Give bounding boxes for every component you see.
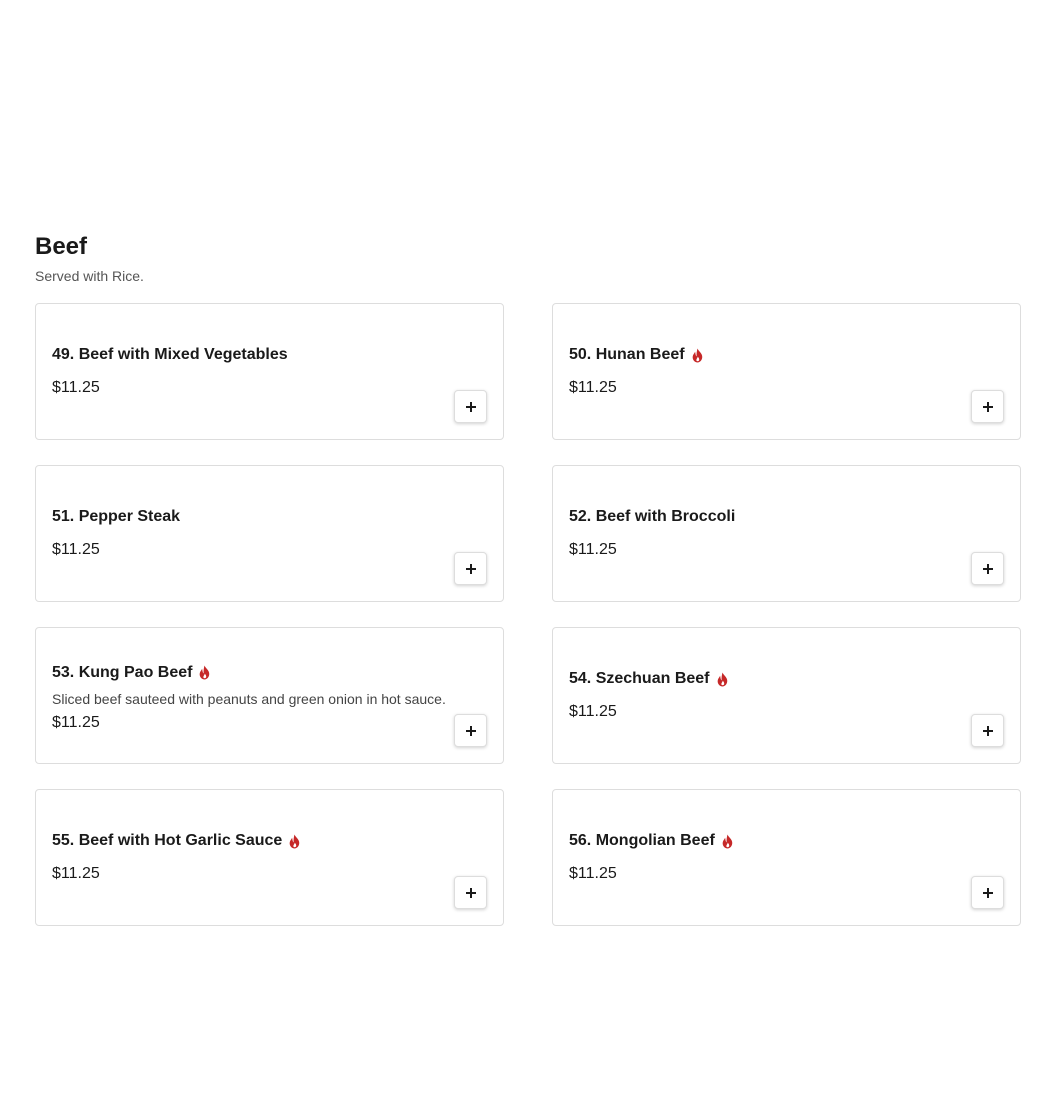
menu-item-card[interactable] [552, 789, 1021, 926]
menu-item-card[interactable] [35, 789, 504, 926]
menu-item-name-row [52, 662, 487, 684]
menu-item-name: 52. Beef with Broccoli [569, 508, 736, 525]
flame-icon [691, 348, 704, 363]
menu-item-name-row [52, 506, 487, 528]
menu-item-price: $11.25 [569, 865, 617, 882]
flame-icon [721, 834, 734, 849]
menu-item-price: $11.25 [569, 541, 617, 558]
add-item-button[interactable] [454, 390, 487, 423]
plus-icon [466, 888, 476, 898]
menu-item-card[interactable] [35, 465, 504, 602]
section-subtitle: Served with Rice. [35, 268, 144, 284]
menu-item-card[interactable] [35, 627, 504, 764]
add-item-button[interactable] [971, 714, 1004, 747]
add-item-button[interactable] [971, 552, 1004, 585]
menu-item-name-row [569, 506, 1004, 528]
menu-item-name: 55. Beef with Hot Garlic Sauce [52, 832, 283, 849]
add-item-button[interactable] [971, 390, 1004, 423]
add-item-button[interactable] [454, 552, 487, 585]
menu-item-name: 56. Mongolian Beef [569, 832, 715, 849]
menu-item-price: $11.25 [52, 713, 100, 731]
menu-item-card[interactable] [552, 627, 1021, 764]
menu-section-beef [35, 232, 1021, 882]
plus-icon [466, 726, 476, 736]
menu-item-name-row [569, 668, 1004, 690]
flame-icon [288, 834, 301, 849]
menu-item-name: 54. Szechuan Beef [569, 670, 710, 687]
flame-icon [198, 665, 211, 680]
menu-item-card[interactable] [552, 465, 1021, 602]
menu-item-name: 50. Hunan Beef [569, 346, 685, 363]
plus-icon [983, 726, 993, 736]
menu-item-price: $11.25 [52, 379, 100, 396]
menu-item-name-row [569, 830, 1004, 852]
menu-item-name-row [569, 344, 1004, 366]
plus-icon [983, 888, 993, 898]
menu-item-card[interactable] [552, 303, 1021, 440]
menu-item-name-row [52, 830, 487, 852]
add-item-button[interactable] [454, 876, 487, 909]
plus-icon [983, 564, 993, 574]
plus-icon [983, 402, 993, 412]
add-item-button[interactable] [971, 876, 1004, 909]
menu-item-price: $11.25 [569, 379, 617, 396]
flame-icon [716, 672, 729, 687]
menu-item-name: 49. Beef with Mixed Vegetables [52, 346, 288, 363]
menu-item-description: Sliced beef sauteed with peanuts and green onion in hot sauce. [52, 690, 446, 707]
plus-icon [466, 402, 476, 412]
menu-item-name: 51. Pepper Steak [52, 508, 181, 525]
menu-items-grid [35, 303, 1021, 926]
plus-icon [466, 564, 476, 574]
menu-item-price: $11.25 [569, 703, 617, 720]
menu-item-price: $11.25 [52, 541, 100, 558]
menu-item-card[interactable] [35, 303, 504, 440]
menu-item-name: 53. Kung Pao Beef [52, 663, 193, 681]
menu-item-name-row [52, 344, 487, 366]
add-item-button[interactable] [454, 714, 487, 747]
section-title: Beef [35, 233, 88, 260]
menu-item-price: $11.25 [52, 865, 100, 882]
